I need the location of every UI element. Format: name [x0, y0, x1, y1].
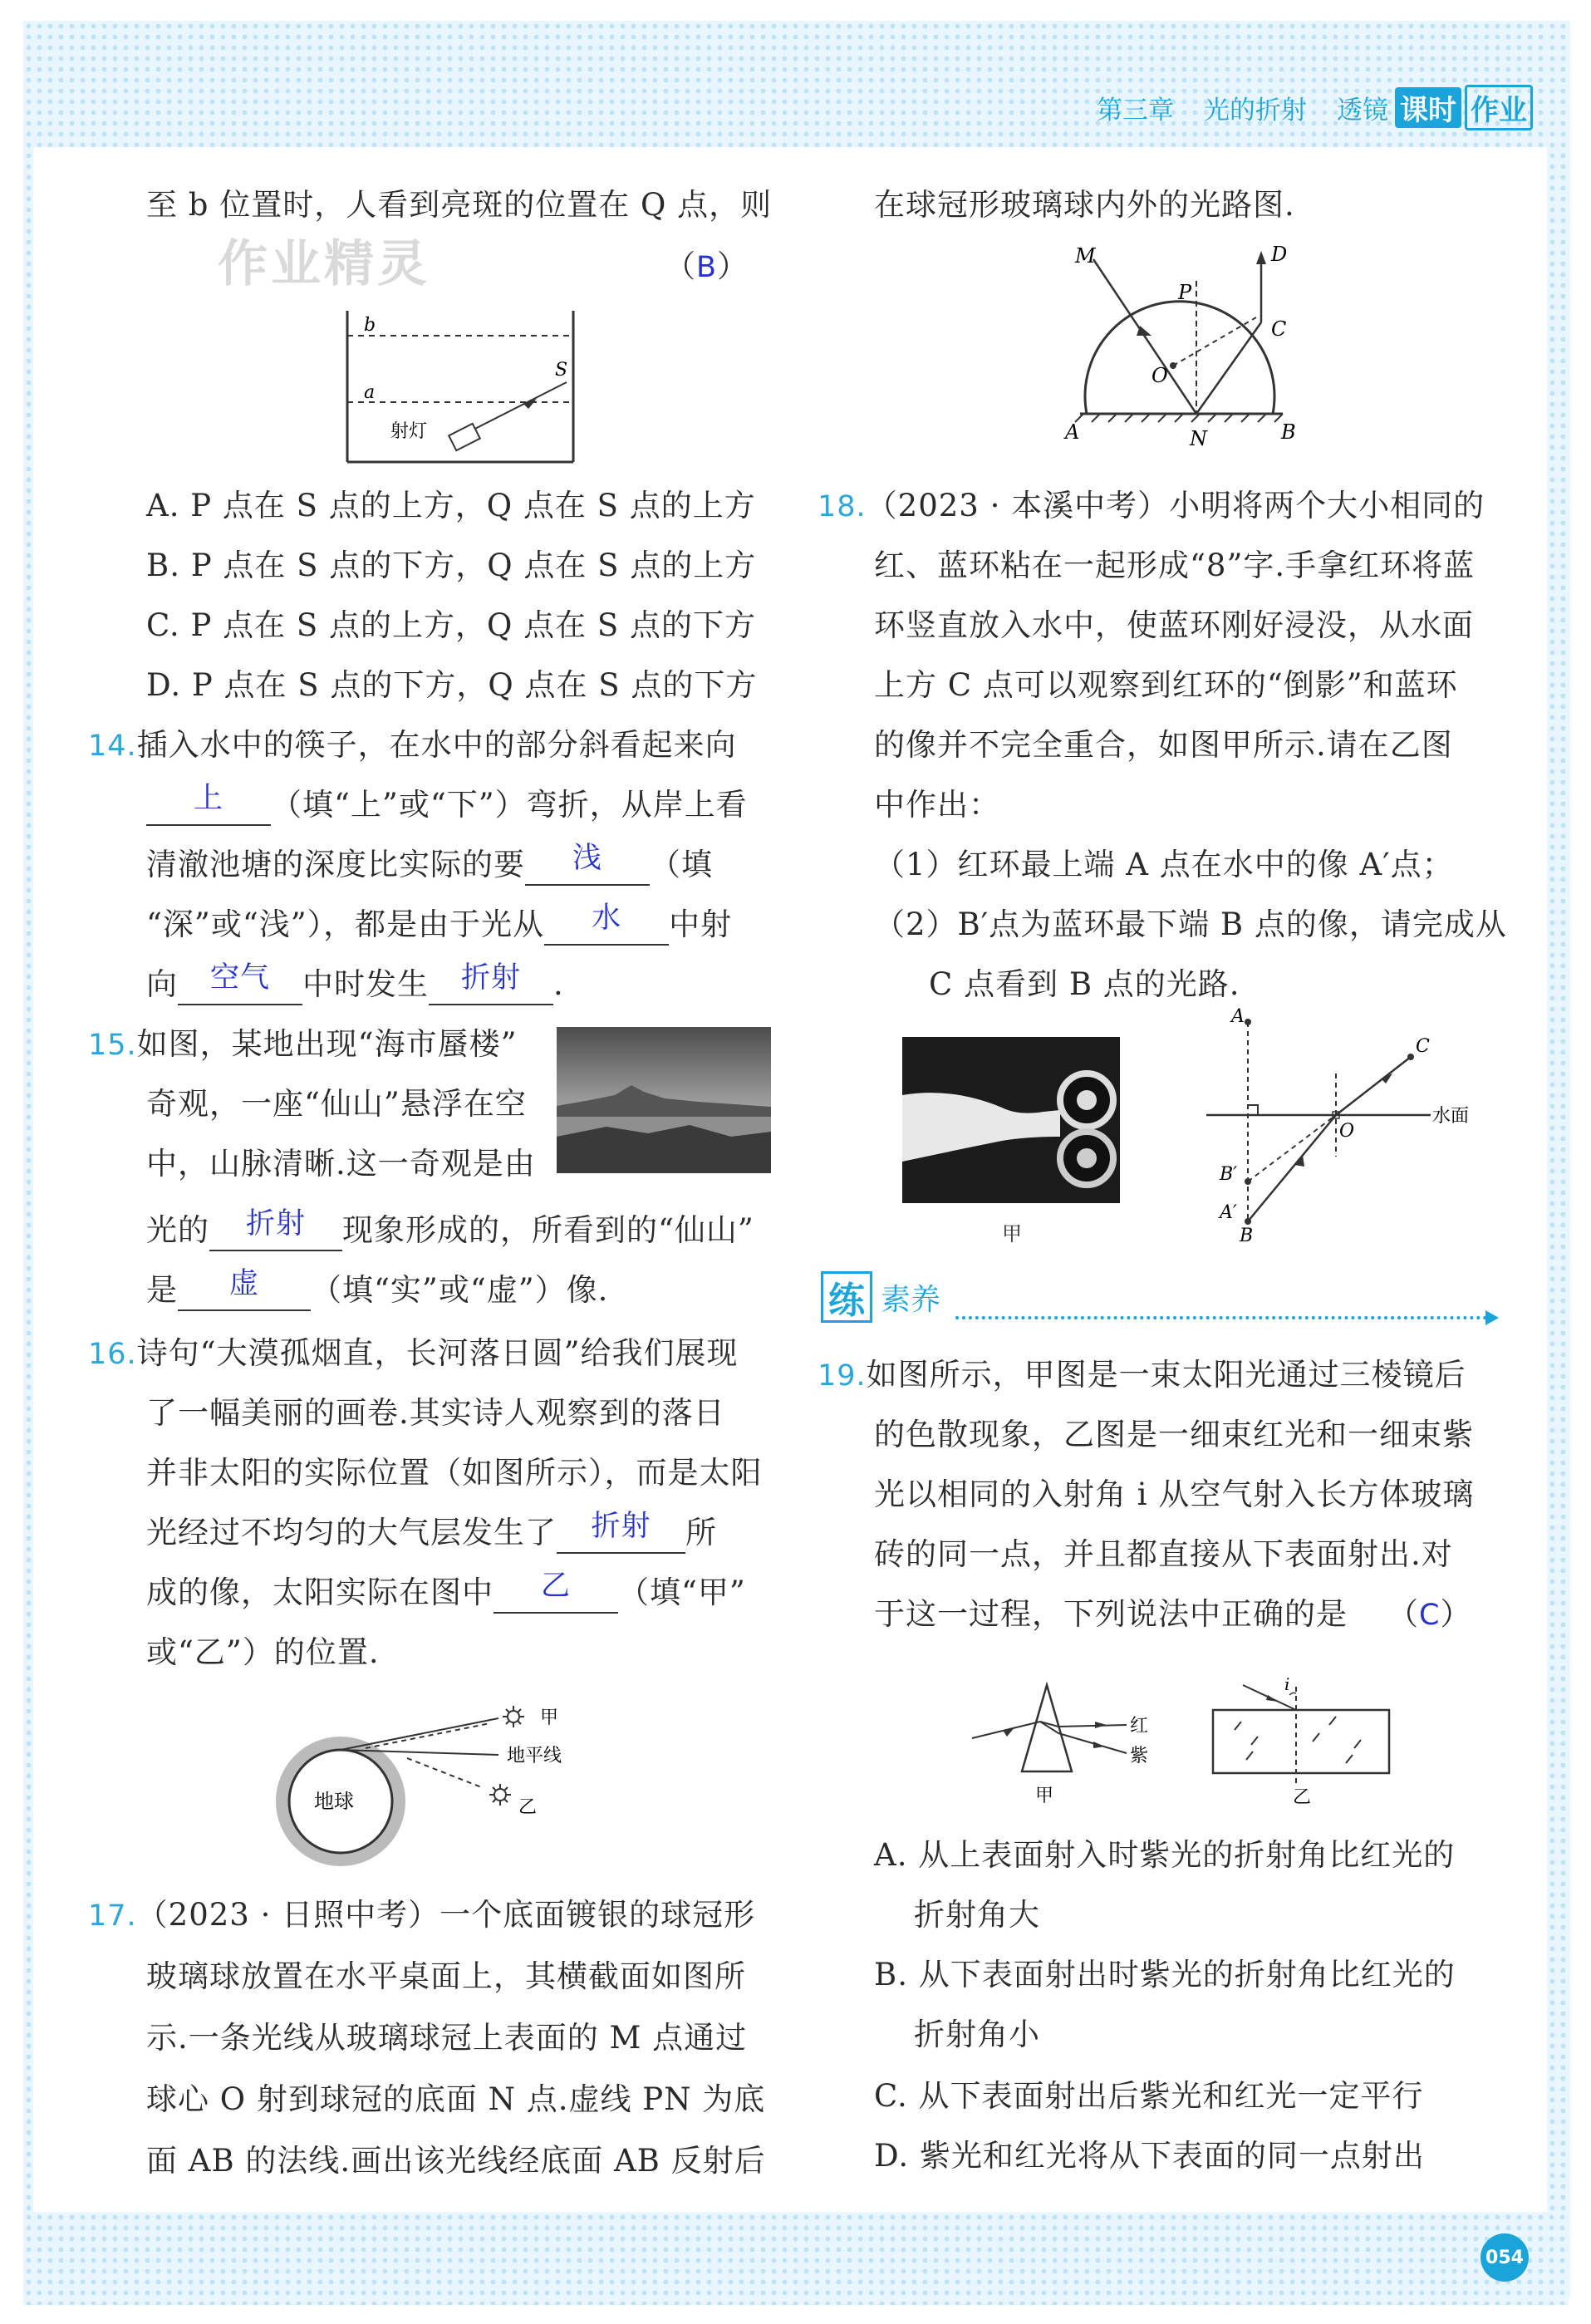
q19-option-a: A. 从上表面射入时紫光的折射角比红光的: [874, 1837, 1456, 1873]
label-red: 红: [1130, 1716, 1149, 1737]
q16-line3: 并非太阳的实际位置（如图所示），而是太阳: [146, 1455, 763, 1491]
q16-line1: 16.诗句“大漠孤烟直，长河落日圆”给我们展现: [88, 1335, 739, 1371]
label-a: A: [1231, 1007, 1245, 1027]
q19-line3: 光以相同的入射角 i 从空气射入长方体玻璃: [874, 1476, 1475, 1512]
label-b: b: [364, 315, 376, 336]
chapter-label: 第三章: [1097, 95, 1174, 125]
q14-line2: 上 （填“上”或“下”）弯折，从岸上看: [146, 784, 748, 826]
q18-line2: 红、蓝环粘在一起形成“8”字.手拿红环将蓝: [874, 548, 1476, 583]
chapter-title: 光的折射: [1204, 95, 1307, 125]
q17-line3: 示.一条光线从玻璃球冠上表面的 M 点通过: [146, 2020, 748, 2056]
label-purple: 紫: [1130, 1746, 1149, 1766]
q14-number: 14.: [88, 730, 137, 763]
label-c: C: [1271, 317, 1287, 341]
q15-blank1[interactable]: 折射: [209, 1213, 342, 1251]
q15-number: 15.: [88, 1029, 137, 1062]
q14-line1: 14.插入水中的筷子，在水中的部分斜看起来向: [88, 727, 737, 763]
q17-line6: 在球冠形玻璃球内外的光路图.: [874, 187, 1295, 223]
q19-figure: [964, 1670, 1412, 1820]
section-dotted-line: [955, 1316, 1487, 1319]
q17-line4: 球心 O 射到球冠的底面 N 点.虚线 PN 为底: [146, 2081, 766, 2117]
label-s: S: [555, 360, 568, 381]
label-o: O: [1152, 364, 1168, 387]
footer-dot-band: [23, 2212, 1569, 2305]
q16-figure: [266, 1698, 598, 1878]
label-o: O: [1339, 1121, 1355, 1142]
q13-line1: 至 b 位置时，人看到亮斑的位置在 Q 点，则: [146, 187, 773, 223]
q15-line1: 15.如图，某地出现“海市蜃楼”: [88, 1026, 518, 1062]
label-c: C: [1416, 1036, 1430, 1057]
section-label: 素养: [881, 1282, 941, 1317]
practice-icon: 练: [821, 1271, 872, 1323]
left-dot-strip: [23, 21, 33, 2297]
q18-line5: 的像并不完全重合，如图甲所示.请在乙图: [874, 727, 1453, 763]
q19-option-b-cont: 折射角小: [914, 2017, 1040, 2052]
q19-option-a-cont: 折射角大: [914, 1897, 1040, 1933]
page-number: 054: [1481, 2233, 1529, 2282]
label-earth: 地球: [314, 1790, 354, 1813]
q18-line3: 环竖直放入水中，使蓝环刚好浸没，从水面: [874, 607, 1474, 643]
q19-option-b: B. 从下表面射出时紫光的折射角比红光的: [874, 1957, 1456, 1992]
label-a-prime: A′: [1220, 1202, 1237, 1223]
q14-blank5[interactable]: 折射: [429, 967, 553, 1005]
mirage-photo: [557, 1027, 771, 1173]
label-d: D: [1271, 243, 1288, 266]
q19-line5: 于这一过程，下列说法中正确的是: [874, 1596, 1348, 1632]
q13-option-c: C. P 点在 S 点的上方，Q 点在 S 点的下方: [146, 607, 757, 643]
q14-line3: 清澈池塘的深度比实际的要 浅 （填: [146, 844, 713, 886]
q13-answer: B: [696, 251, 718, 284]
q14-blank3[interactable]: 水: [544, 907, 669, 946]
q16-line6: 或“乙”）的位置.: [146, 1634, 380, 1670]
q19-answer-paren: （C）: [1387, 1596, 1472, 1632]
q17-figure: [1063, 243, 1304, 452]
q13-answer-paren: （B）: [665, 248, 749, 284]
label-water: 水面: [1432, 1106, 1470, 1127]
q14-blank1[interactable]: 上: [146, 788, 271, 826]
q16-blank1[interactable]: 折射: [557, 1516, 685, 1554]
q16-number: 16.: [88, 1338, 137, 1371]
q18-number: 18.: [818, 490, 867, 523]
sun-jia-icon: [503, 1706, 524, 1727]
rings-photo: [902, 1037, 1120, 1203]
label-b: B: [1281, 420, 1296, 444]
q17-line2: 玻璃球放置在水平桌面上，其横截面如图所: [146, 1958, 746, 1994]
q18-line7: （1）红环最上端 A 点在水中的像 A′点；: [874, 847, 1454, 882]
q19-line2: 的色散现象，乙图是一细束红光和一细束紫: [874, 1417, 1474, 1452]
q19-line4: 砖的同一点，并且都直接从下表面射出.对: [874, 1536, 1453, 1572]
label-lamp: 射灯: [390, 421, 428, 442]
q13-option-d: D. P 点在 S 点的下方，Q 点在 S 点的下方: [146, 667, 758, 703]
label-i: i: [1284, 1674, 1290, 1694]
q17-line1: 17.（2023 · 日照中考）一个底面镀银的球冠形: [88, 1897, 756, 1933]
q16-blank2[interactable]: 乙: [494, 1575, 618, 1614]
q18-figure: [1190, 1007, 1489, 1248]
q14-blank2[interactable]: 浅: [525, 848, 650, 886]
q14-line5: 向 空气 中时发生 折射 .: [146, 964, 564, 1005]
right-dot-band: [1547, 21, 1570, 2297]
q13-figure: [332, 306, 590, 472]
q18-line8: （2）B′点为蓝环最下端 B 点的像，请完成从: [874, 907, 1507, 942]
q19-option-c: C. 从下表面射出后紫光和红光一定平行: [874, 2078, 1424, 2114]
label-a: a: [364, 382, 376, 403]
chapter-title-2: 透镜: [1337, 95, 1388, 125]
q16-line4: 光经过不均匀的大气层发生了 折射 所: [146, 1512, 717, 1554]
q14-line4: “深”或“浅”），都是由于光从 水 中射: [146, 904, 732, 946]
q15-blank2[interactable]: 虚: [178, 1273, 311, 1311]
q18-photo-caption: 甲: [1002, 1222, 1023, 1246]
q15-line3: 中，山脉清晰.这一奇观是由: [146, 1146, 536, 1182]
label-yi: 乙: [1293, 1787, 1312, 1808]
q18-line4: 上方 C 点可以观察到红环的“倒影”和蓝环: [874, 667, 1458, 703]
label-jia: 甲: [540, 1707, 559, 1728]
label-a: A: [1065, 420, 1080, 444]
sun-yi-icon: [489, 1784, 511, 1806]
q19-option-d: D. 紫光和红光将从下表面的同一点射出: [874, 2138, 1425, 2174]
q16-line2: 了一幅美丽的画卷.其实诗人观察到的落日: [146, 1395, 725, 1431]
q17-line5: 面 AB 的法线.画出该光线经底面 AB 反射后: [146, 2143, 766, 2179]
q13-option-a: A. P 点在 S 点的上方，Q 点在 S 点的上方: [146, 488, 756, 523]
q19-number: 19.: [818, 1359, 867, 1393]
brand-logo: 课时 作业: [1395, 85, 1533, 130]
q15-line2: 奇观，一座“仙山”悬浮在空: [146, 1086, 527, 1122]
q18-line9: C 点看到 B 点的光路.: [929, 966, 1240, 1002]
label-m: M: [1075, 244, 1096, 268]
section-arrow-icon: [1485, 1310, 1499, 1325]
q18-line6: 中作出：: [874, 787, 1000, 823]
label-yi: 乙: [518, 1797, 538, 1818]
q15-line4: 光的 折射 现象形成的，所看到的“仙山”: [146, 1210, 754, 1251]
q19-answer: C: [1419, 1599, 1441, 1632]
label-b-prime: B′: [1220, 1164, 1238, 1185]
q15-line5: 是 虚 （填“实”或“虚”）像.: [146, 1270, 608, 1311]
watermark: 作业精灵: [218, 235, 430, 293]
q16-line5: 成的像，太阳实际在图中 乙 （填“甲”: [146, 1572, 746, 1614]
q18-line1: 18.（2023 · 本溪中考）小明将两个大小相同的: [818, 488, 1485, 523]
section-header: [821, 1271, 940, 1323]
q19-line1: 19.如图所示，甲图是一束太阳光通过三棱镜后: [818, 1357, 1466, 1393]
label-horizon: 地平线: [507, 1746, 562, 1766]
label-n: N: [1190, 427, 1207, 450]
page-header: [1097, 86, 1533, 128]
label-b2: B: [1240, 1226, 1254, 1246]
label-p: P: [1178, 281, 1192, 304]
label-jia: 甲: [1035, 1786, 1054, 1806]
q17-number: 17.: [88, 1899, 137, 1933]
q14-blank4[interactable]: 空气: [178, 967, 302, 1005]
q13-option-b: B. P 点在 S 点的下方，Q 点在 S 点的上方: [146, 548, 757, 583]
